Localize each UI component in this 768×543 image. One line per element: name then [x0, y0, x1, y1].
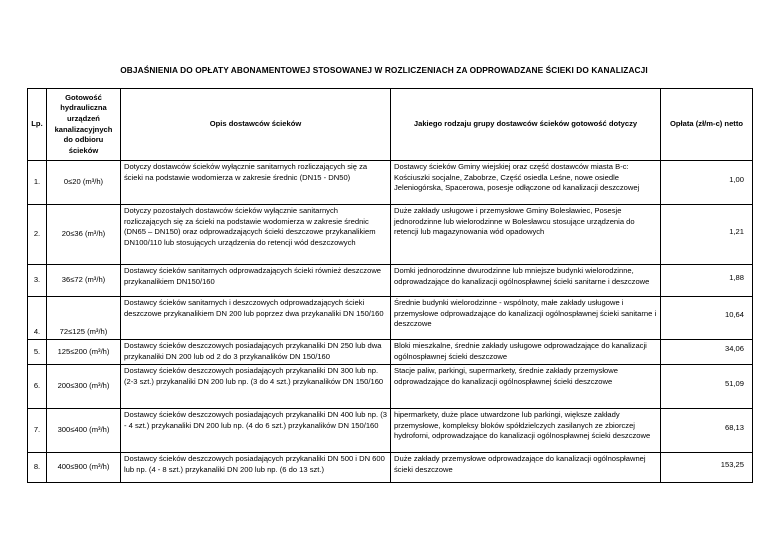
row-capacity [47, 297, 121, 340]
row-description: Dotyczy dostawców ścieków wyłącznie sanitarnych rozliczających się za ścieki na podstawie wodomierza w zakresie średnic (DN15 - DN50) [121, 161, 391, 205]
row-capacity [47, 365, 121, 409]
row-groups: Stacje paliw, parkingi, supermarkety, średnie zakłady przemysłowe odprowadzające do kanalizacji ogólnospławnej ścieki deszczowe [391, 365, 661, 409]
row-groups: Średnie budynki wielorodzinne - wspólnoty, małe zakłady usługowe i przemysłowe odprowadzające do kanalizacji ogólnospławnej ścieki sanitarne i deszczowe [391, 297, 661, 340]
capacity-value: 72≤125 (m³/h) [59, 327, 108, 337]
table-row [28, 453, 753, 483]
row-fee: 1,88 [661, 265, 753, 297]
header-groups: Jakiego rodzaju grupy dostawców ścieków gotowość dotyczy [391, 89, 661, 161]
row-lp: 5. [28, 340, 47, 365]
capacity-value: 20≤36 (m³/h) [61, 229, 106, 239]
table-row [28, 265, 753, 297]
row-lp: 3. [28, 265, 47, 297]
row-lp: 1. [28, 161, 47, 205]
row-groups: Domki jednorodzinne dwurodzinne lub mniejsze budynki wielorodzinne, odprowadzające do kanalizacji ogólnospławnej ścieki sanitarne i deszczowe [391, 265, 661, 297]
table-row [28, 297, 753, 340]
row-capacity [47, 205, 121, 265]
row-fee: 68,13 [661, 409, 753, 453]
table-row [28, 205, 753, 265]
capacity-value: 0≤20 (m³/h) [63, 177, 104, 187]
row-groups: Dostawcy ścieków Gminy wiejskiej oraz część dostawców miasta B-c: Kościuszki socjalne, Zabobrze, Część osiedla Leśne, nowe osiedle Jeleniogórska, Spacerowa, posesje odłączone od kanalizacji deszczowej [391, 161, 661, 205]
table-row [28, 409, 753, 453]
row-fee: 51,09 [661, 365, 753, 409]
document-title: OBJAŚNIENIA DO OPŁATY ABONAMENTOWEJ STOSOWANEJ W ROZLICZENIACH ZA ODPROWADZANE ŚCIEKI DO KANALIZACJI [120, 65, 648, 75]
capacity-value: 125≤200 (m³/h) [57, 346, 110, 356]
row-description: Dostawcy ścieków sanitarnych i deszczowych odprowadzających ścieki deszczowe przykanalikiem DN 200 lub poprzez dwa przykanaliki DN 150/160 [121, 297, 391, 340]
row-lp: 4. [28, 297, 47, 340]
row-capacity [47, 340, 121, 365]
table-row [28, 161, 753, 205]
row-lp: 8. [28, 453, 47, 483]
row-description: Dostawcy ścieków deszczowych posiadających przykanaliki DN 500 i DN 600 lub np. (4 - 8 szt.) przykanaliki DN 200 lub np. (6 do 13 szt.) [121, 453, 391, 483]
row-lp: 6. [28, 365, 47, 409]
row-description: Dostawcy ścieków sanitarnych odprowadzających ścieki również deszczowe przykanalikiem DN150/160 [121, 265, 391, 297]
capacity-value: 200≤300 (m³/h) [57, 381, 110, 391]
row-capacity [47, 409, 121, 453]
row-fee: 1,21 [661, 205, 753, 265]
row-fee: 1,00 [661, 161, 753, 205]
row-lp: 7. [28, 409, 47, 453]
row-groups: hipermarkety, duże place utwardzone lub parkingi, większe zakłady przemysłowe, kompleksy bloków spółdzielczych zasilanych ze zbiorczej hydroforni, odprowadzające do kanalizacji ogólnospławnej ścieki deszczowe [391, 409, 661, 453]
header-fee: Opłata (zł/m-c) netto [661, 89, 753, 161]
header-lp: Lp. [28, 89, 47, 161]
row-description: Dostawcy ścieków deszczowych posiadających przykanaliki DN 400 lub np. (3 - 4 szt.) przykanaliki DN 200 lub np. (4 do 6 szt.) przykanalików DN 150/160 [121, 409, 391, 453]
capacity-value: 400≤900 (m³/h) [57, 462, 110, 472]
row-fee: 34,06 [661, 340, 753, 365]
header-capacity: Gotowość hydrauliczna urządzeń kanalizacyjnych do odbioru ścieków [47, 89, 121, 161]
fee-table [27, 88, 753, 483]
table-header-row [28, 89, 753, 161]
row-description: Dostawcy ścieków deszczowych posiadających przykanaliki DN 250 lub dwa przykanaliki DN 200 lub od 2 do 3 przykanalików DN 150/160 [121, 340, 391, 365]
header-description: Opis dostawców ścieków [121, 89, 391, 161]
row-capacity [47, 265, 121, 297]
row-description: Dotyczy pozostałych dostawców ścieków wyłącznie sanitarnych rozliczających się za ścieki na podstawie wodomierza w zakresie średnic (DN65 – DN150) oraz odprowadzających ścieki deszczowe przykanalikiem DN100/110 lub stosujących urządzenia do retencji wód deszczowych [121, 205, 391, 265]
table-row [28, 365, 753, 409]
row-groups: Duże zakłady usługowe i przemysłowe Gminy Bolesławiec, Posesje jednorodzinne lub wielorodzinne w Bolesławcu stosujące urządzenia do retencji lub magazynowania wód opadowych [391, 205, 661, 265]
row-fee: 10,64 [661, 297, 753, 340]
capacity-value: 36≤72 (m³/h) [61, 275, 106, 285]
table-row [28, 340, 753, 365]
row-groups: Duże zakłady przemysłowe odprowadzające do kanalizacji ogólnospławnej ścieki deszczowe [391, 453, 661, 483]
row-capacity [47, 453, 121, 483]
row-capacity [47, 161, 121, 205]
capacity-value: 300≤400 (m³/h) [57, 425, 110, 435]
row-description: Dostawcy ścieków deszczowych posiadających przykanaliki DN 300 lub np. (2-3 szt.) przykanaliki DN 200 lub np. (3 do 4 szt.) przykanalików DN 150/160 [121, 365, 391, 409]
row-groups: Bloki mieszkalne, średnie zakłady usługowe odprowadzające do kanalizacji ogólnospławnej ścieki deszczowe [391, 340, 661, 365]
row-fee: 153,25 [661, 453, 753, 483]
row-lp: 2. [28, 205, 47, 265]
